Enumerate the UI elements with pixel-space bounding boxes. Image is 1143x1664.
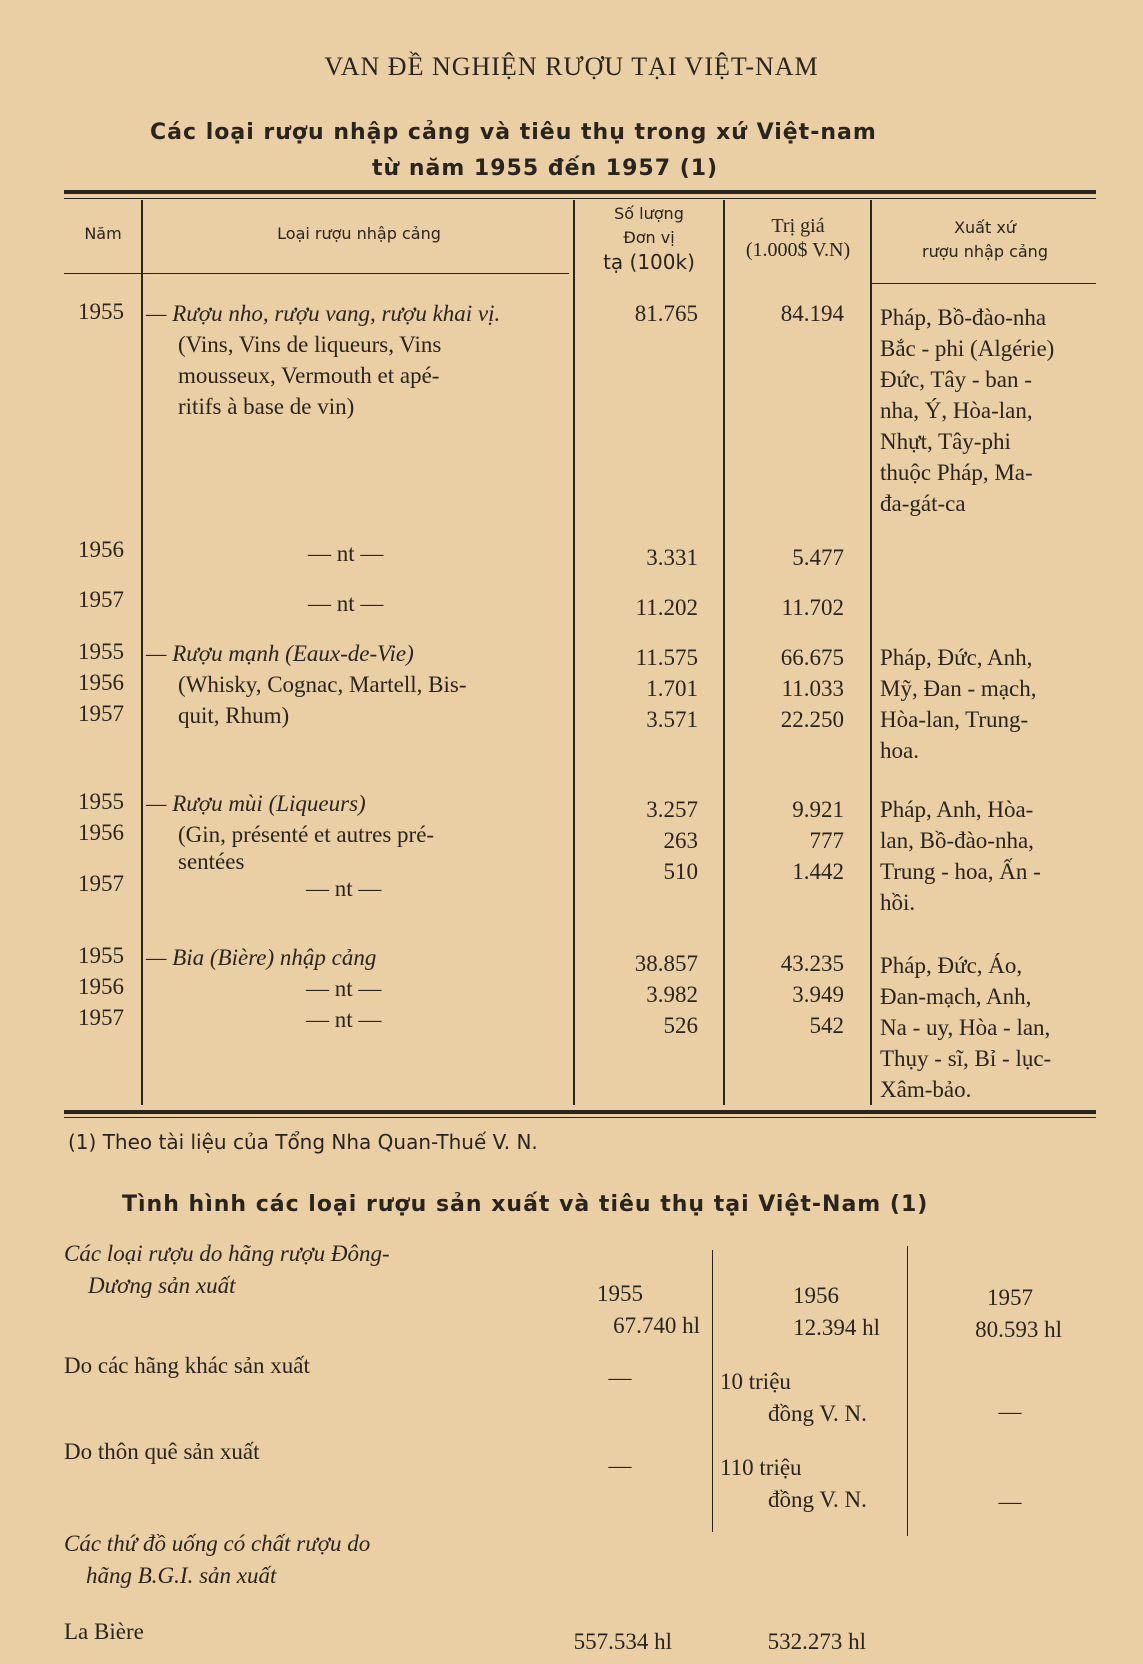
- t2-year-1956: 1956: [793, 1283, 839, 1308]
- t2-row4-label: [64, 1528, 370, 1592]
- g4-origin-4: hồi.: [880, 890, 916, 915]
- g1-value: 5.477: [792, 545, 844, 570]
- t2-row4-label-line2: hãng B.G.I. sản xuất: [86, 1563, 277, 1588]
- col-value-header: [726, 214, 870, 262]
- g5-origin-5: Xâm-bảo.: [880, 1077, 972, 1102]
- g3-description: [146, 638, 570, 731]
- g3-origin-1: Pháp, Đức, Anh,: [880, 645, 1033, 670]
- page-header: VAN ĐỀ NGHIỆN RƯỢU TẠI VIỆT-NAM: [324, 52, 819, 81]
- g5-nt-1956: — nt —: [306, 976, 382, 1001]
- t2-year-1957: 1957: [987, 1285, 1033, 1310]
- g4-qty-1957: 510: [663, 859, 698, 884]
- t2-row5-1955: 557.534 hl: [573, 1629, 672, 1654]
- g3-desc-line-1: (Whisky, Cognac, Martell, Bis-: [178, 672, 467, 697]
- g4-value-1956: 777: [809, 828, 844, 853]
- t2-row2-1957: —: [998, 1399, 1022, 1424]
- t2-row3-1956-line1: 110 triệu: [720, 1455, 802, 1480]
- g3-qty-1955: 11.575: [635, 645, 698, 670]
- g0-desc-italic: — Rượu nho, rượu vang, rượu khai vị.: [146, 301, 501, 326]
- t2-row2-1955: —: [608, 1365, 632, 1390]
- g2-qty: 11.202: [635, 595, 698, 620]
- g4-origin-2: lan, Bồ-đào-nha,: [880, 828, 1034, 853]
- g3-year-1956: 1956: [78, 670, 124, 695]
- g3-qty-1957: 3.571: [646, 707, 698, 732]
- g3-origin-4: hoa.: [880, 738, 919, 763]
- g5-nt-1957: — nt —: [306, 1007, 382, 1032]
- t2-row2-1956-line2: đồng V. N.: [768, 1401, 867, 1426]
- g4-qty: [580, 794, 698, 887]
- t2-row1-1955: 67.740 hl: [613, 1313, 700, 1338]
- g0-origin-6: thuộc Pháp, Ma-: [880, 460, 1033, 485]
- g5-origin-3: Na - uy, Hòa - lan,: [880, 1015, 1051, 1040]
- g5-year-1956: 1956: [78, 974, 124, 999]
- col-value-line1: Trị giá: [771, 215, 825, 237]
- g3-year-1957: 1957: [78, 701, 124, 726]
- g5-description: [146, 942, 570, 1035]
- col-origin-header: [874, 216, 1096, 264]
- g3-value: [728, 642, 844, 735]
- table1-vline-3: [723, 200, 725, 1105]
- t2-row3-1957: —: [998, 1489, 1022, 1514]
- g5-year-1955: 1955: [78, 943, 124, 968]
- t2-row1-label-line1: Các loại rượu do hãng rượu Đông-: [64, 1241, 390, 1266]
- g0-qty-1955: 81.765: [634, 301, 698, 326]
- col-qty-line1: Số lượng: [614, 204, 684, 223]
- g5-value: [728, 948, 844, 1041]
- g0-desc-line-2: mousseux, Vermouth et apé-: [178, 363, 440, 388]
- g5-origin-1: Pháp, Đức, Áo,: [880, 953, 1023, 978]
- g4-desc-line-1: (Gin, présenté et autres pré-: [178, 822, 435, 847]
- g5-value-1955: 43.235: [780, 951, 844, 976]
- g4-origin-1: Pháp, Anh, Hòa-: [880, 797, 1034, 822]
- table1-vline-1: [141, 200, 143, 1105]
- g4-years: [78, 786, 124, 899]
- g5-years: [78, 940, 124, 1033]
- col-origin-line1: Xuất xứ: [954, 218, 1016, 237]
- g0-desc-line-3: ritifs à base de vin): [178, 394, 355, 419]
- t2-row4-label-line1: Các thứ đồ uống có chất rượu do: [64, 1531, 371, 1556]
- g0-origin: [880, 302, 1054, 519]
- g1-qty: 3.331: [646, 545, 698, 570]
- col-year-header: Năm: [84, 224, 122, 243]
- g0-origin-7: đa-gát-ca: [880, 491, 966, 516]
- g5-origin: [880, 950, 1051, 1105]
- g5-origin-2: Đan-mạch, Anh,: [880, 984, 1032, 1009]
- g0-description: [146, 298, 570, 422]
- g1-nt: — nt —: [308, 541, 384, 566]
- g4-year-1956: 1956: [78, 820, 124, 845]
- g3-qty-1956: 1.701: [646, 676, 698, 701]
- t2-row3-1956: [720, 1452, 867, 1516]
- g1-year-1956: 1956: [78, 537, 124, 562]
- g4-value-1955: 9.921: [792, 797, 844, 822]
- g5-qty-1957: 526: [663, 1013, 698, 1038]
- table1-header-rule-left: [64, 273, 569, 274]
- g3-origin-3: Hòa-lan, Trung-: [880, 707, 1029, 732]
- g5-qty-1955: 38.857: [634, 951, 698, 976]
- t2-year-1955: 1955: [597, 1281, 643, 1306]
- table1-bottom-rule: [64, 1110, 1096, 1114]
- t2-row5-1956: 532.273 hl: [767, 1629, 866, 1654]
- g0-origin-5: Nhựt, Tây-phi: [880, 429, 1011, 454]
- g5-qty: [580, 948, 698, 1041]
- g2-value: 11.702: [781, 595, 844, 620]
- table1-bottom-rule-thin: [64, 1117, 1096, 1118]
- t2-row1-label-line2: Dương sản xuất: [88, 1273, 236, 1298]
- g5-value-1957: 542: [809, 1013, 844, 1038]
- g5-value-1956: 3.949: [792, 982, 844, 1007]
- g4-desc-line-2: sentées: [178, 849, 245, 874]
- col-qty-line2: Đơn vị: [623, 228, 675, 247]
- col-qty-header: [578, 202, 720, 274]
- g0-origin-3: Đức, Tây - ban -: [880, 367, 1032, 392]
- g3-origin-2: Mỹ, Đan - mạch,: [880, 676, 1037, 701]
- g0-value-1955: 84.194: [780, 301, 844, 326]
- t2-row3-1956-line2: đồng V. N.: [768, 1487, 867, 1512]
- t2-row3-1955: —: [608, 1453, 632, 1478]
- g2-year-1957: 1957: [78, 587, 124, 612]
- table1-title-line1: Các loại rượu nhập cảng và tiêu thụ trong xứ Việt-nam: [150, 120, 877, 145]
- g4-value-1957: 1.442: [792, 859, 844, 884]
- table1-header-rule-right: [872, 283, 1096, 284]
- g4-qty-1956: 263: [663, 828, 698, 853]
- g5-year-1957: 1957: [78, 1005, 124, 1030]
- g3-value-1955: 66.675: [780, 645, 844, 670]
- table1-top-rule: [64, 190, 1096, 194]
- col-value-line2: (1.000$ V.N): [745, 239, 851, 261]
- g4-nt: — nt —: [306, 876, 382, 901]
- table1-footnote: (1) Theo tài liệu của Tổng Nha Quan-Thuế V. N.: [68, 1130, 538, 1154]
- g0-origin-2: Bắc - phi (Algérie): [880, 336, 1055, 361]
- g0-origin-4: nha, Ý, Hòa-lan,: [880, 398, 1033, 423]
- table1-vline-4: [870, 200, 872, 1105]
- g4-description: [146, 788, 570, 904]
- col-type-header: Loại rượu nhập cảng: [277, 224, 441, 243]
- g4-origin-3: Trung - hoa, Ấn -: [880, 859, 1041, 884]
- t2-row2-1956: [720, 1366, 867, 1430]
- g3-value-1957: 22.250: [780, 707, 844, 732]
- g0-year-1955: 1955: [78, 299, 124, 324]
- g3-desc-italic: — Rượu mạnh (Eaux-de-Vie): [146, 641, 414, 666]
- g4-qty-1955: 3.257: [646, 797, 698, 822]
- table1-vline-2: [573, 200, 575, 1105]
- t2-row1-label: [64, 1238, 390, 1302]
- g4-desc-italic: — Rượu mùi (Liqueurs): [146, 791, 366, 816]
- g4-origin: [880, 794, 1041, 918]
- t2-row3-label: Do thôn quê sản xuất: [64, 1439, 260, 1464]
- g3-value-1956: 11.033: [781, 676, 844, 701]
- g4-year-1955: 1955: [78, 789, 124, 814]
- g5-origin-4: Thụy - sĩ, Bỉ - lục-: [880, 1046, 1052, 1071]
- t2-row5-label: La Bière: [64, 1619, 144, 1644]
- g3-origin: [880, 642, 1037, 766]
- g3-desc-line-2: quit, Rhum): [178, 703, 290, 728]
- col-origin-line2: rượu nhập cảng: [922, 242, 1048, 261]
- t2-row2-1956-line1: 10 triệu: [720, 1369, 791, 1394]
- table1-top-rule-thin: [64, 198, 1096, 199]
- g5-qty-1956: 3.982: [646, 982, 698, 1007]
- g5-desc-italic: — Bia (Bière) nhập cảng: [146, 945, 377, 970]
- g4-value: [728, 794, 844, 887]
- g0-desc-line-1: (Vins, Vins de liqueurs, Vins: [178, 332, 442, 357]
- g0-origin-1: Pháp, Bồ-đào-nha: [880, 305, 1047, 330]
- g3-qty: [580, 642, 698, 735]
- t2-row1-1956: 12.394 hl: [793, 1315, 880, 1340]
- table2-title: Tình hình các loại rượu sản xuất và tiêu thụ tại Việt-Nam (1): [122, 1192, 929, 1217]
- table1-title-line2: từ năm 1955 đến 1957 (1): [372, 156, 719, 181]
- g3-year-1955: 1955: [78, 639, 124, 664]
- table2-vline-1: [712, 1250, 713, 1532]
- t2-row1-1957: 80.593 hl: [975, 1317, 1062, 1342]
- g3-years: [78, 636, 124, 729]
- g2-nt: — nt —: [308, 591, 384, 616]
- g4-year-1957: 1957: [78, 871, 124, 896]
- t2-row2-label: Do các hãng khác sản xuất: [64, 1353, 310, 1378]
- col-qty-line3: tạ (100k): [603, 250, 695, 274]
- table2-vline-2: [907, 1246, 908, 1536]
